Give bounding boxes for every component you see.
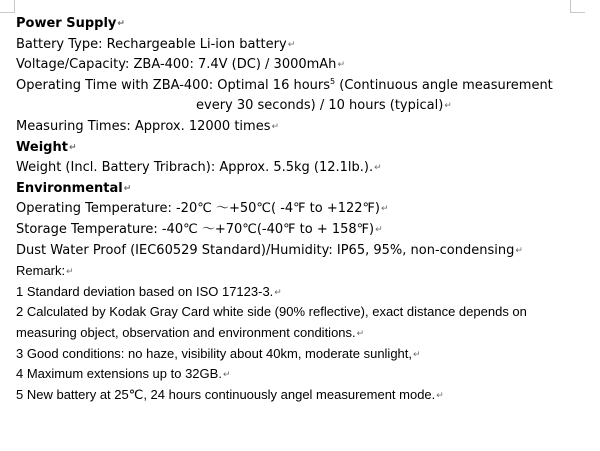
remark-item: 5 New battery at 25℃, 24 hours continuously angel measurement mode.↵ <box>16 385 591 406</box>
paragraph-mark-icon: ↵ <box>381 204 389 215</box>
dust-water-line: Dust Water Proof (IEC60529 Standard)/Humidity: IP65, 95%, non-condensing↵ <box>16 241 591 262</box>
paragraph-mark-icon: ↵ <box>436 389 444 400</box>
remark-item: 3 Good conditions: no haze, visibility about 40km, moderate sunlight,↵ <box>16 344 591 365</box>
paragraph-mark-icon: ↵ <box>287 39 296 50</box>
paragraph-mark-icon: ↵ <box>375 224 383 235</box>
paragraph-mark-icon: ↵ <box>413 348 421 359</box>
paragraph-mark-icon: ↵ <box>222 369 231 380</box>
remark-item: 4 Maximum extensions up to 32GB.↵ <box>16 364 591 385</box>
storage-temperature-line: Storage Temperature: -40℃ ～+70℃(-40℉ to + 158℉)↵ <box>16 220 591 241</box>
power-supply-heading: Power Supply↵ <box>16 14 591 35</box>
weight-line: Weight (Incl. Battery Tribrach): Approx. 5.5kg (12.1lb.).↵ <box>16 158 591 179</box>
page-corner-mark-left <box>0 0 15 13</box>
weight-heading: Weight↵ <box>16 138 591 159</box>
paragraph-mark-icon: ↵ <box>123 183 132 194</box>
page-corner-mark-right <box>570 0 585 13</box>
paragraph-mark-icon: ↵ <box>374 163 382 174</box>
battery-type-line: Battery Type: Rechargeable Li-ion battery↵ <box>16 35 591 56</box>
remark-item: 1 Standard deviation based on ISO 17123-3.↵ <box>16 282 591 303</box>
paragraph-mark-icon: ↵ <box>444 101 452 112</box>
spec-document <box>16 14 591 405</box>
footnote-ref: 5 <box>330 76 336 86</box>
paragraph-mark-icon: ↵ <box>68 142 77 153</box>
operating-time-continuation: every 30 seconds) / 10 hours (typical)↵ <box>16 96 591 117</box>
measuring-times-line: Measuring Times: Approx. 12000 times↵ <box>16 117 591 138</box>
paragraph-mark-icon: ↵ <box>356 327 365 338</box>
operating-temperature-line: Operating Temperature: -20℃ ～+50℃( -4℉ to +122℉)↵ <box>16 199 591 220</box>
paragraph-mark-icon: ↵ <box>337 60 345 71</box>
remark-item: 2 Calculated by Kodak Gray Card white side (90% reflective), exact distance depends on measuring object, observation and environment conditions.↵ <box>16 302 586 343</box>
remark-heading: Remark:↵ <box>16 261 591 282</box>
paragraph-mark-icon: ↵ <box>271 121 280 132</box>
paragraph-mark-icon: ↵ <box>66 266 74 277</box>
voltage-line: Voltage/Capacity: ZBA-400: 7.4V (DC) / 3000mAh↵ <box>16 55 591 76</box>
operating-time-line: Operating Time with ZBA-400: Optimal 16 hours$^5$ (Continuous angle measurement <box>16 76 553 93</box>
environmental-heading: Environmental↵ <box>16 179 591 200</box>
paragraph-mark-icon: ↵ <box>274 286 282 297</box>
paragraph-mark-icon: ↵ <box>117 19 125 29</box>
paragraph-mark-icon: ↵ <box>515 245 523 256</box>
